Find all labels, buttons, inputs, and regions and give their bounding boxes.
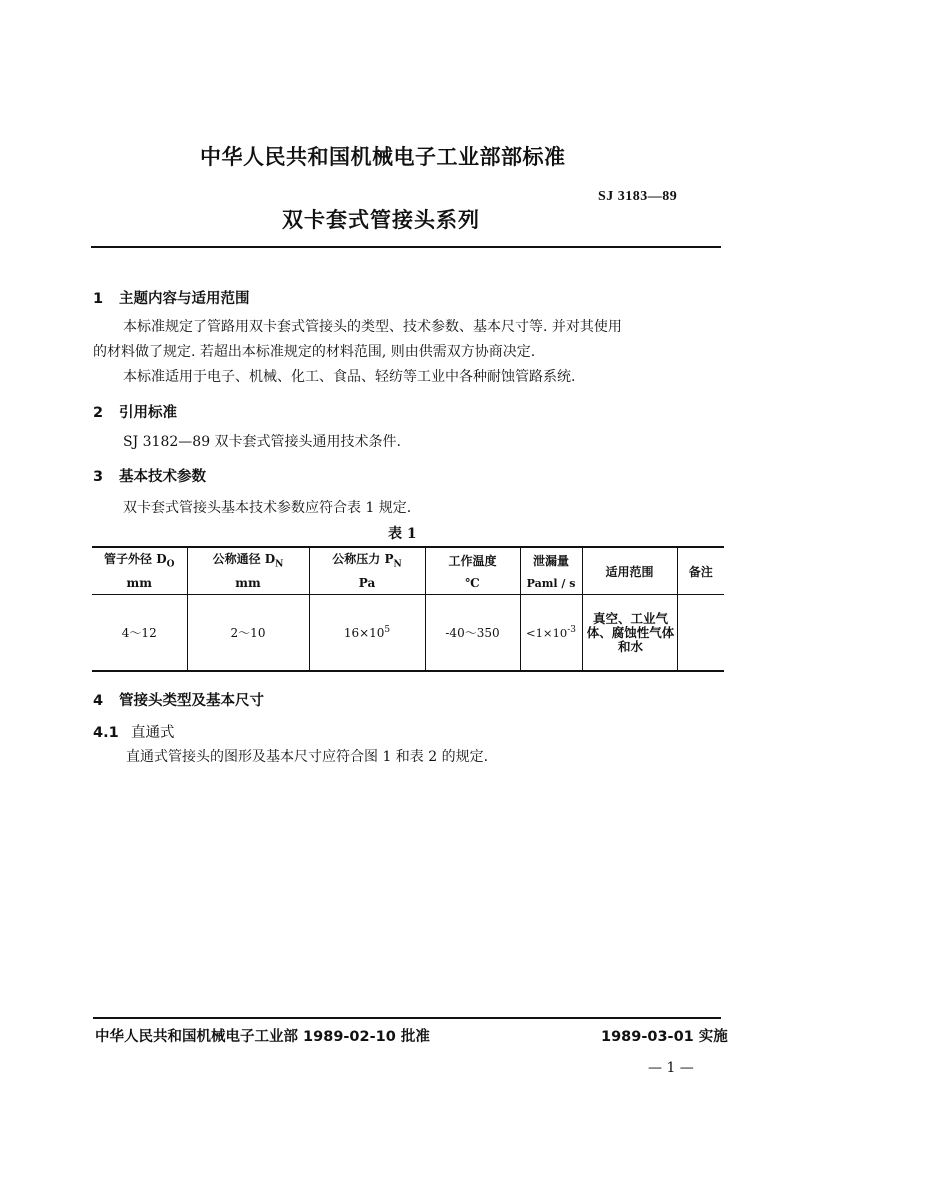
issuing-organization: 中华人民共和国机械电子工业部部标准 (200, 145, 566, 169)
cell-remarks (677, 595, 724, 672)
section-number: 1 (93, 291, 104, 307)
section-4-heading (93, 689, 264, 710)
section-title: 管接头类型及基本尺寸 (119, 693, 264, 709)
unit-working-temperature: ℃ (425, 572, 520, 595)
page-number: — 1 — (648, 1060, 694, 1076)
section-1-paragraph-line: 本标准规定了管路用双卡套式管接头的类型、技术参数、基本尺寸等. 并对其使用 (123, 319, 622, 335)
section-title: 基本技术参数 (119, 469, 206, 485)
section-4-1-paragraph: 直通式管接头的图形及基本尺寸应符合图 1 和表 2 的规定. (126, 749, 489, 765)
section-2-heading (93, 401, 177, 422)
col-header-leakage: 泄漏量 (520, 547, 582, 572)
footer-divider (93, 1017, 721, 1019)
standard-code: SJ 3183—89 (598, 189, 678, 204)
unit-leakage: Paml / s (520, 572, 582, 595)
cell-working-temperature: -40～350 (425, 595, 520, 672)
approval-line: 中华人民共和国机械电子工业部 1989-02-10 批准 (95, 1029, 430, 1045)
section-1-heading (93, 287, 250, 308)
section-2-paragraph: SJ 3182—89 双卡套式管接头通用技术条件. (123, 434, 401, 450)
section-number: 4 (93, 693, 104, 709)
implementation-date: 1989-03-01 实施 (601, 1029, 728, 1045)
section-1-paragraph-line: 的材料做了规定. 若超出本标准规定的材料范围, 则由供需双方协商决定. (93, 344, 536, 360)
cell-nominal-bore: 2～10 (187, 595, 309, 672)
section-4-1-heading (93, 721, 175, 742)
cell-scope: 真空、工业气体、腐蚀性气体和水 (582, 595, 677, 672)
unit-nominal-bore: mm (187, 572, 309, 595)
table-row (92, 595, 724, 672)
section-number: 4.1 (93, 725, 119, 741)
cell-outer-diameter: 4～12 (92, 595, 187, 672)
cell-nominal-pressure: $16\times 10^5$ (309, 595, 425, 672)
section-title: 主题内容与适用范围 (119, 291, 250, 307)
section-1-paragraph: 本标准适用于电子、机械、化工、食品、轻纺等工业中各种耐蚀管路系统. (123, 369, 576, 385)
col-header-working-temperature: 工作温度 (425, 547, 520, 572)
table-caption: 表 1 (388, 526, 417, 542)
technical-parameters-table (92, 546, 724, 672)
col-header-outer-diameter: 管子外径 $D_O$ (92, 547, 187, 572)
col-header-remarks: 备注 (677, 547, 724, 595)
section-title: 直通式 (131, 725, 175, 741)
col-header-nominal-pressure: 公称压力 $P_N$ (309, 547, 425, 572)
cell-leakage: $<1\times 10^{-3}$ (520, 595, 582, 672)
section-number: 2 (93, 405, 104, 421)
col-header-nominal-bore: 公称通径 $D_N$ (187, 547, 309, 572)
col-header-scope: 适用范围 (582, 547, 677, 595)
document-title: 双卡套式管接头系列 (282, 208, 480, 232)
section-title: 引用标准 (119, 405, 177, 421)
header-divider (91, 246, 721, 248)
section-3-paragraph: 双卡套式管接头基本技术参数应符合表 1 规定. (123, 500, 412, 516)
section-number: 3 (93, 469, 104, 485)
unit-outer-diameter: mm (92, 572, 187, 595)
unit-nominal-pressure: Pa (309, 572, 425, 595)
section-3-heading (93, 465, 206, 486)
